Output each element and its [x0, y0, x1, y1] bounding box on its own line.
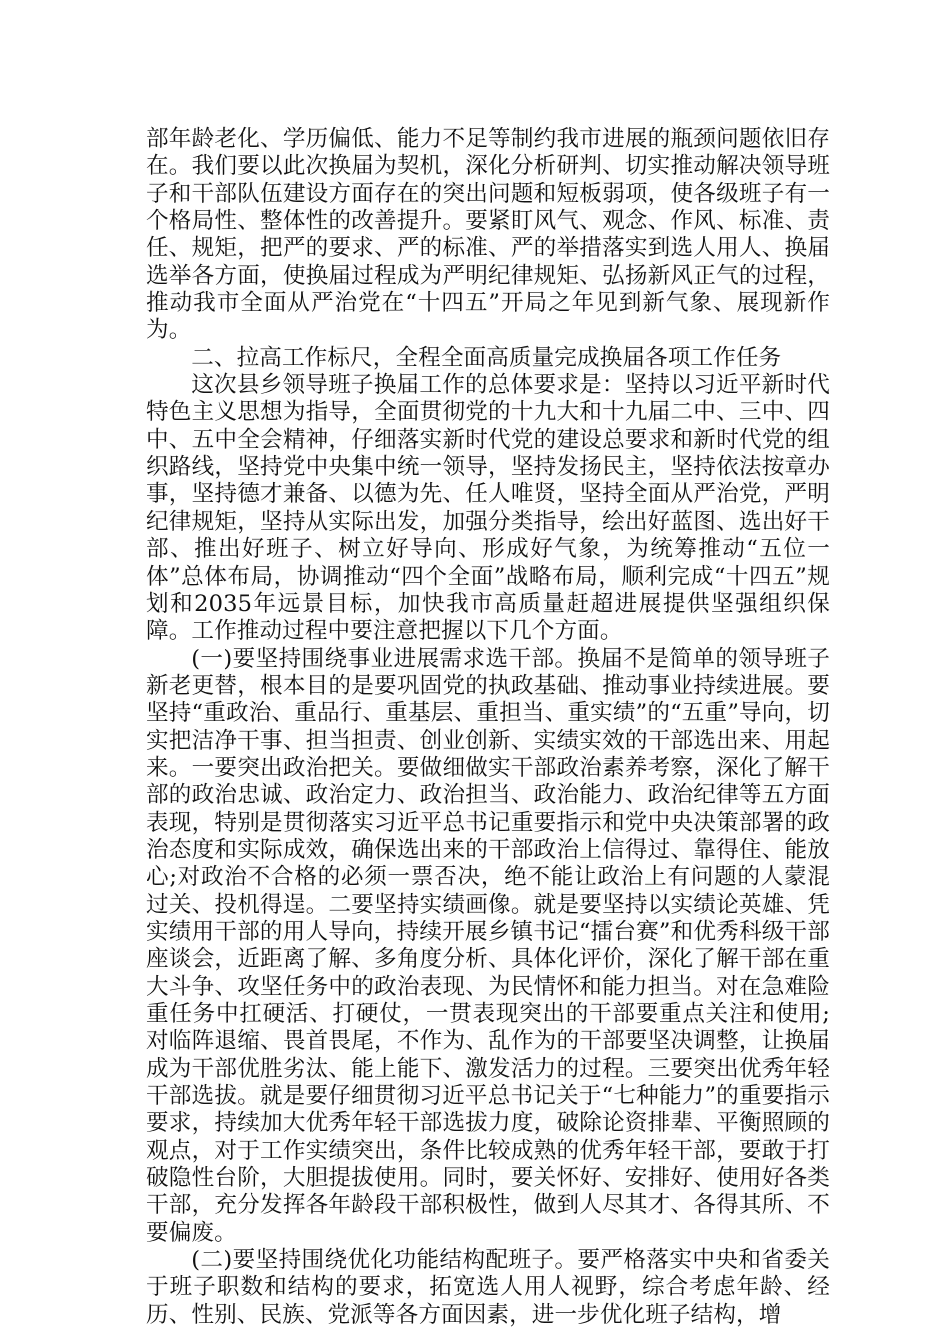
- paragraph-continuation: 部年龄老化、学历偏低、能力不足等制约我市进展的瓶颈问题依旧存在。我们要以此次换届为契机，深化分析研判、切实推动解决领导班子和干部队伍建设方面存在的突出问题和短板弱项，使各级班子有一个格局性、整体性的改善提升。要紧盯风气、观念、作风、标准、责任、规矩，把严的要求、严的标准、严的举措落实到选人用人、换届选举各方面，使换届过程成为严明纪律规矩、弘扬新风正气的过程，推动我市全面从严治党在“十四五”开局之年见到新气象、展现新作为。: [146, 126, 830, 344]
- paragraph-item-2: (二)要坚持围绕优化功能结构配班子。要严格落实中央和省委关于班子职数和结构的要求，拓宽选人用人视野，综合考虑年龄、经历、性别、民族、党派等各方面因素，进一步优化班子结构，增: [146, 1247, 830, 1328]
- document-body: [146, 126, 830, 1329]
- section-heading: 二、拉高工作标尺，全程全面高质量完成换届各项工作任务: [191, 344, 782, 371]
- paragraph-general-requirements: 这次县乡领导班子换届工作的总体要求是：坚持以习近平新时代特色主义思想为指导，全面贯彻党的十九大和十九届二中、三中、四中、五中全会精神，仔细落实新时代党的建设总要求和新时代党的组织路线，坚持党中央集中统一领导，坚持发扬民主，坚持依法按章办事，坚持德才兼备、以德为先、任人唯贤，坚持全面从严治党，严明纪律规矩，坚持从实际出发，加强分类指导，绘出好蓝图、选出好干部、推出好班子、树立好导向、形成好气象，为统筹推动“五位一体”总体布局，协调推动“四个全面”战略布局，顺利完成“十四五”规划和2035年远景目标，加快我市高质量赶超进展提供坚强组织保障。工作推动过程中要注意把握以下几个方面。: [146, 372, 830, 645]
- paragraph-item-1: (一)要坚持围绕事业进展需求选干部。换届不是简单的领导班子新老更替，根本目的是要巩固党的执政基础、推动事业持续进展。要坚持“重政治、重品行、重基层、重担当、重实绩”的“五重”导向，切实把洁净干事、担当担责、创业创新、实绩实效的干部选出来、用起来。一要突出政治把关。要做细做实干部政治素养考察，深化了解干部的政治忠诚、政治定力、政治担当、政治能力、政治纪律等五方面表现，特别是贯彻落实习近平总书记重要指示和党中央决策部署的政治态度和实际成效，确保选出来的干部政治上信得过、靠得住、能放心;对政治不合格的必须一票否决，绝不能让政治上有问题的人蒙混过关、投机得逞。二要坚持实绩画像。就是要坚持以实绩论英雄、凭实绩用干部的用人导向，持续开展乡镇书记“擂台赛”和优秀科级干部座谈会，近距离了解、多角度分析、具体化评价，深化了解干部在重大斗争、攻坚任务中的政治表现、为民情怀和能力担当。对在急难险重任务中扛硬活、打硬仗，一贯表现突出的干部要重点关注和使用;对临阵退缩、畏首畏尾，不作为、乱作为的干部要坚决调整，让换届成为干部优胜劣汰、能上能下、激发活力的过程。三要突出优秀年轻干部选拔。就是要仔细贯彻习近平总书记关于“七种能力”的重要指示要求，持续加大优秀年轻干部选拔力度，破除论资排辈、平衡照顾的观点，对于工作实绩突出，条件比较成熟的优秀年轻干部，要敢于打破隐性台阶，大胆提拔使用。同时，要关怀好、安排好、使用好各类干部，充分发挥各年龄段干部积极性，做到人尽其才、各得其所、不要偏废。: [146, 645, 830, 1246]
